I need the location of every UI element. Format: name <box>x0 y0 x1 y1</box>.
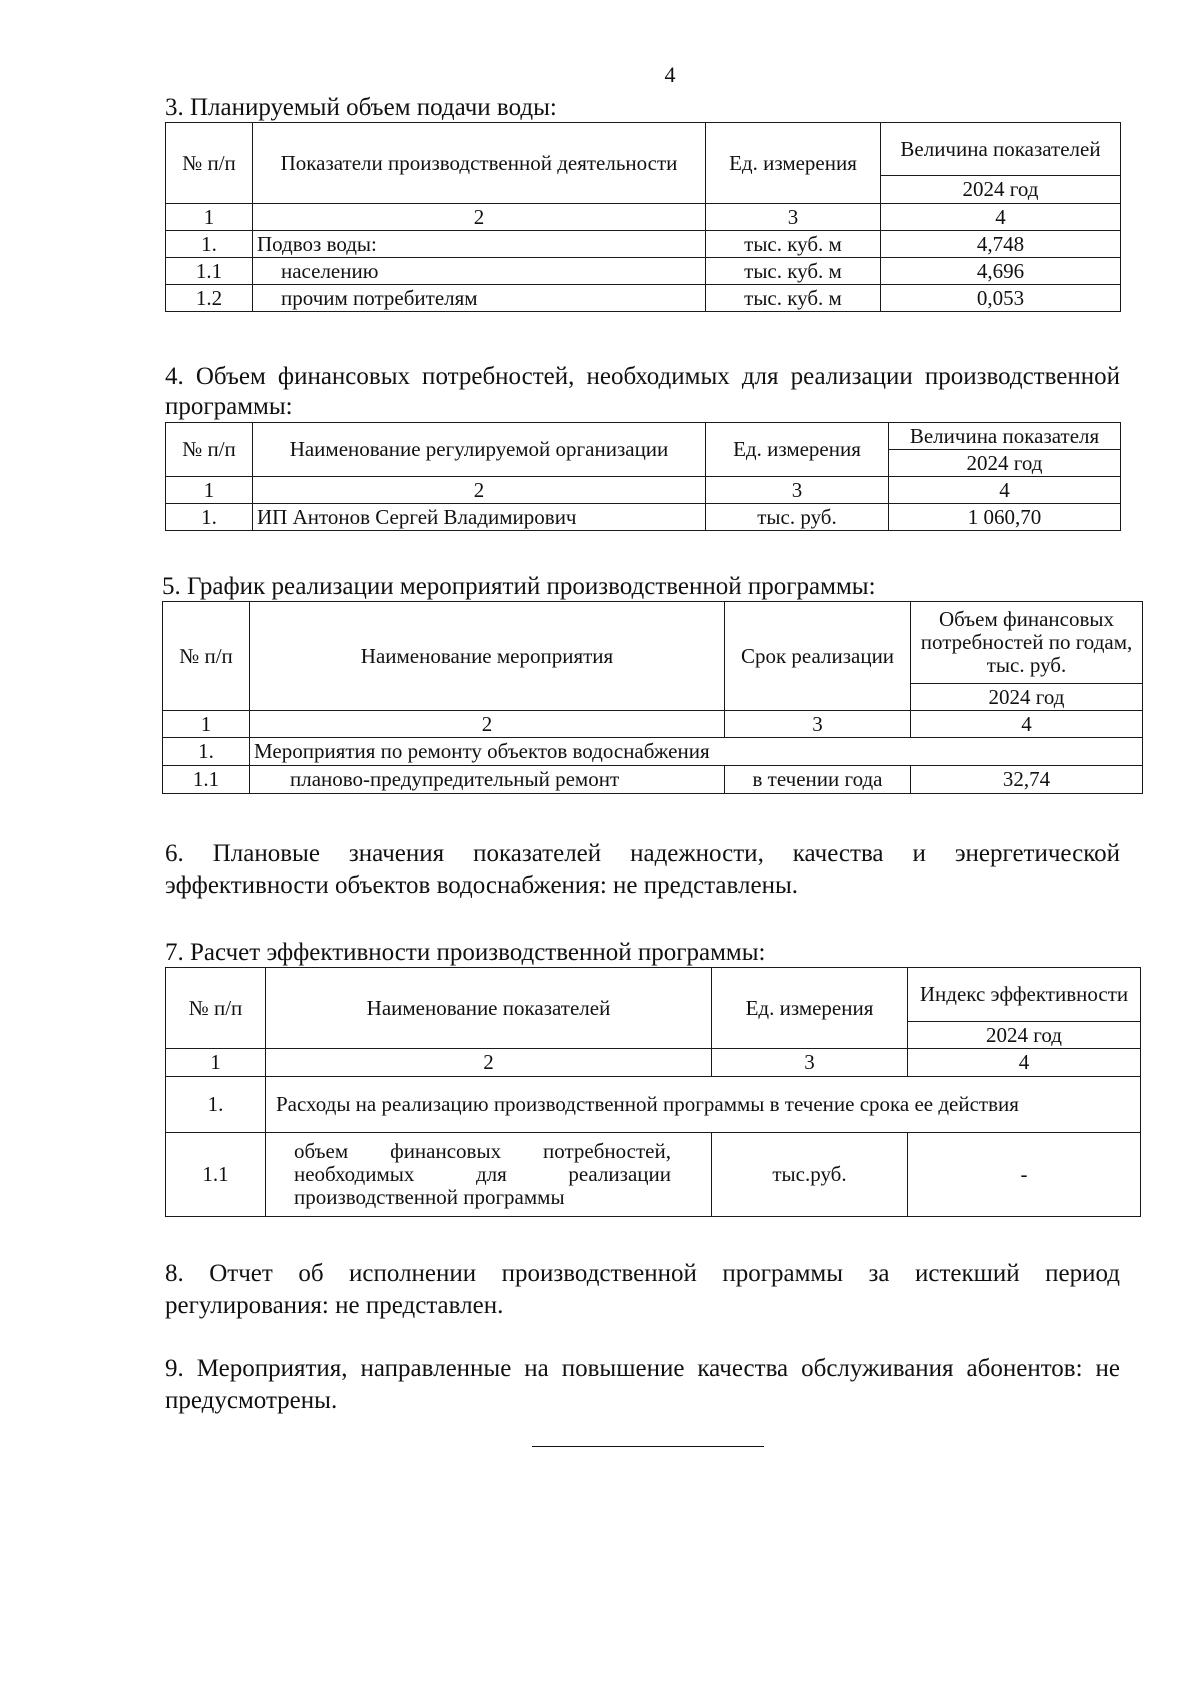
section-5 <box>162 572 1142 794</box>
section-4-heading: 4. Объем финансовых потребностей, необходимых для реализации производственной программы: <box>165 363 1120 420</box>
header-value: Величина показателей <box>881 123 1121 176</box>
efficiency-table <box>165 967 1141 1217</box>
table-row: 1. Подвоз воды: тыс. куб. м 4,748 <box>166 231 1121 258</box>
section-5-heading: 5. График реализации мероприятий производственной программы: <box>162 573 876 600</box>
table-row: 1.1 объем финансовых потребностей, необходимых для реализации производственной программы тыс.руб. - <box>166 1133 1141 1217</box>
header-name: Наименование мероприятия <box>250 602 725 711</box>
section-8 <box>165 1258 1120 1322</box>
table-index-row: 1 2 3 4 <box>163 711 1143 738</box>
header-year: 2024 год <box>911 684 1143 711</box>
table-index-row: 1 2 3 4 <box>166 204 1121 231</box>
header-year: 2024 год <box>908 1022 1141 1049</box>
header-unit: Ед. измерения <box>706 423 889 477</box>
closing-rule <box>532 1446 764 1447</box>
header-num: № п/п <box>166 123 253 204</box>
section-6 <box>165 838 1120 902</box>
financial-needs-table <box>165 422 1121 531</box>
section-7 <box>165 938 1140 1217</box>
table-group-row: 1. Расходы на реализацию производственной программы в течение срока ее действия <box>166 1077 1141 1133</box>
header-unit: Ед. измерения <box>706 123 881 204</box>
header-name: Наименование регулируемой организации <box>253 423 706 477</box>
table-index-row: 1 2 3 4 <box>166 1049 1141 1077</box>
header-num: № п/п <box>166 968 266 1049</box>
section-9 <box>165 1353 1120 1417</box>
section-9-text: 9. Мероприятия, направленные на повышение качества обслуживания абонентов: не предусмотрены. <box>165 1355 1120 1414</box>
table-index-row: 1 2 3 4 <box>166 477 1121 504</box>
table-group-row: 1. Мероприятия по ремонту объектов водоснабжения <box>163 738 1143 766</box>
section-3 <box>165 93 1120 312</box>
water-supply-table <box>165 122 1121 312</box>
table-row: 1.1 планово-предупредительный ремонт в течении года 32,74 <box>163 766 1143 794</box>
header-num: № п/п <box>166 423 253 477</box>
header-year: 2024 год <box>881 176 1121 204</box>
header-num: № п/п <box>163 602 250 711</box>
header-value: Объем финансовых потребностей по годам, тыс. руб. <box>911 602 1143 684</box>
schedule-table <box>162 601 1143 794</box>
table-row: 1. ИП Антонов Сергей Владимирович тыс. руб. 1 060,70 <box>166 504 1121 531</box>
header-unit: Ед. измерения <box>712 968 908 1049</box>
header-value: Величина показателя <box>889 423 1121 450</box>
header-name: Показатели производственной деятельности <box>253 123 706 204</box>
section-7-heading: 7. Расчет эффективности производственной программы: <box>165 939 766 966</box>
page-number: 4 <box>664 62 676 87</box>
table-row: 1.2 прочим потребителям тыс. куб. м 0,053 <box>166 285 1121 312</box>
section-3-heading: 3. Планируемый объем подачи воды: <box>165 94 557 121</box>
table-row: 1.1 населению тыс. куб. м 4,696 <box>166 258 1121 285</box>
header-year: 2024 год <box>889 450 1121 477</box>
section-8-text: 8. Отчет об исполнении производственной программы за истекший период регулирования: не представлен. <box>165 1260 1120 1319</box>
header-term: Срок реализации <box>725 602 911 711</box>
header-value: Индекс эффективности <box>908 968 1141 1022</box>
section-6-text: 6. Плановые значения показателей надежности, качества и энергетической эффективности объектов водоснабжения: не представлены. <box>165 840 1120 899</box>
section-4 <box>165 362 1120 531</box>
header-name: Наименование показателей <box>266 968 712 1049</box>
